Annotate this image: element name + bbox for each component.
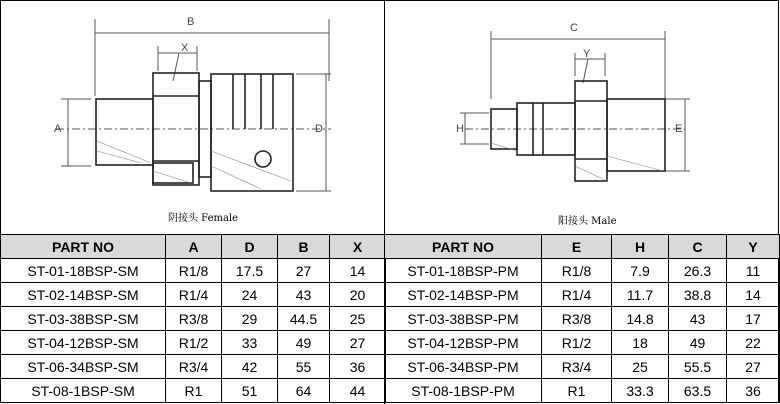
part-no-cell: ST-04-12BSP-SM bbox=[1, 331, 166, 355]
dim-label-h: H bbox=[456, 123, 464, 135]
x-cell: 36 bbox=[330, 355, 386, 379]
b-cell: 27 bbox=[278, 259, 330, 283]
y-cell: 11 bbox=[727, 259, 780, 283]
c-cell: 26.3 bbox=[669, 259, 727, 283]
h-cell: 14.8 bbox=[612, 307, 669, 331]
table-row bbox=[1, 259, 386, 283]
x-cell: 44 bbox=[330, 379, 386, 403]
e-cell: R3/8 bbox=[542, 307, 612, 331]
x-cell: 25 bbox=[330, 307, 386, 331]
y-cell: 36 bbox=[727, 379, 780, 403]
part-no-cell: ST-01-18BSP-PM bbox=[385, 259, 542, 283]
dim-label-x: X bbox=[181, 42, 189, 54]
d-cell: 29 bbox=[222, 307, 278, 331]
header-part-no: PART NO bbox=[1, 235, 166, 259]
dim-label-a: A bbox=[54, 123, 62, 135]
h-cell: 33.3 bbox=[612, 379, 669, 403]
y-cell: 14 bbox=[727, 283, 780, 307]
b-cell: 49 bbox=[278, 331, 330, 355]
part-no-cell: ST-02-14BSP-PM bbox=[385, 283, 542, 307]
part-no-cell: ST-02-14BSP-SM bbox=[1, 283, 166, 307]
e-cell: R1/4 bbox=[542, 283, 612, 307]
male-coupler-drawing bbox=[385, 1, 778, 233]
female-coupler-svg bbox=[1, 1, 384, 233]
header-b: B bbox=[278, 235, 330, 259]
y-cell: 27 bbox=[727, 355, 780, 379]
c-cell: 55.5 bbox=[669, 355, 727, 379]
header-part-no: PART NO bbox=[385, 235, 542, 259]
a-cell: R1 bbox=[166, 379, 222, 403]
female-coupler-drawing bbox=[1, 1, 384, 233]
e-cell: R3/4 bbox=[542, 355, 612, 379]
table-row bbox=[1, 283, 386, 307]
b-cell: 43 bbox=[278, 283, 330, 307]
d-cell: 42 bbox=[222, 355, 278, 379]
dim-label-d: D bbox=[315, 123, 323, 135]
table-row bbox=[385, 355, 780, 379]
a-cell: R1/8 bbox=[166, 259, 222, 283]
c-cell: 63.5 bbox=[669, 379, 727, 403]
e-cell: R1/2 bbox=[542, 331, 612, 355]
y-cell: 22 bbox=[727, 331, 780, 355]
x-cell: 14 bbox=[330, 259, 386, 283]
table-row bbox=[385, 259, 780, 283]
part-no-cell: ST-06-34BSP-SM bbox=[1, 355, 166, 379]
e-cell: R1 bbox=[542, 379, 612, 403]
male-caption: 阳接头 Male bbox=[558, 216, 617, 227]
a-cell: R3/8 bbox=[166, 307, 222, 331]
male-spec-table bbox=[384, 234, 780, 403]
dim-label-y: Y bbox=[583, 48, 591, 60]
c-cell: 43 bbox=[669, 307, 727, 331]
header-a: A bbox=[166, 235, 222, 259]
d-cell: 24 bbox=[222, 283, 278, 307]
header-x: X bbox=[330, 235, 386, 259]
header-y: Y bbox=[727, 235, 780, 259]
a-cell: R3/4 bbox=[166, 355, 222, 379]
table-row bbox=[1, 355, 386, 379]
header-c: C bbox=[669, 235, 727, 259]
x-cell: 20 bbox=[330, 283, 386, 307]
b-cell: 44.5 bbox=[278, 307, 330, 331]
d-cell: 33 bbox=[222, 331, 278, 355]
part-no-cell: ST-03-38BSP-SM bbox=[1, 307, 166, 331]
part-no-cell: ST-06-34BSP-PM bbox=[385, 355, 542, 379]
e-cell: R1/8 bbox=[542, 259, 612, 283]
dim-label-c: C bbox=[570, 22, 578, 34]
a-cell: R1/4 bbox=[166, 283, 222, 307]
h-cell: 18 bbox=[612, 331, 669, 355]
female-spec-table bbox=[0, 234, 386, 403]
part-no-cell: ST-08-1BSP-PM bbox=[385, 379, 542, 403]
d-cell: 17.5 bbox=[222, 259, 278, 283]
female-caption: 阴接头 Female bbox=[168, 213, 239, 224]
h-cell: 7.9 bbox=[612, 259, 669, 283]
b-cell: 64 bbox=[278, 379, 330, 403]
c-cell: 38.8 bbox=[669, 283, 727, 307]
dim-label-e: E bbox=[675, 123, 683, 135]
b-cell: 55 bbox=[278, 355, 330, 379]
x-cell: 27 bbox=[330, 331, 386, 355]
part-no-cell: ST-08-1BSP-SM bbox=[1, 379, 166, 403]
table-row bbox=[385, 283, 780, 307]
part-no-cell: ST-03-38BSP-PM bbox=[385, 307, 542, 331]
table-row bbox=[385, 331, 780, 355]
y-cell: 17 bbox=[727, 307, 780, 331]
part-no-cell: ST-04-12BSP-PM bbox=[385, 331, 542, 355]
h-cell: 11.7 bbox=[612, 283, 669, 307]
h-cell: 25 bbox=[612, 355, 669, 379]
d-cell: 51 bbox=[222, 379, 278, 403]
table-row bbox=[385, 307, 780, 331]
dim-label-b: B bbox=[187, 16, 195, 28]
header-h: H bbox=[612, 235, 669, 259]
male-coupler-svg bbox=[385, 1, 778, 233]
part-no-cell: ST-01-18BSP-SM bbox=[1, 259, 166, 283]
table-header-row bbox=[385, 235, 780, 259]
header-d: D bbox=[222, 235, 278, 259]
table-header-row bbox=[1, 235, 386, 259]
table-row bbox=[385, 379, 780, 403]
table-row bbox=[1, 307, 386, 331]
table-row bbox=[1, 331, 386, 355]
c-cell: 49 bbox=[669, 331, 727, 355]
table-row bbox=[1, 379, 386, 403]
a-cell: R1/2 bbox=[166, 331, 222, 355]
header-e: E bbox=[542, 235, 612, 259]
